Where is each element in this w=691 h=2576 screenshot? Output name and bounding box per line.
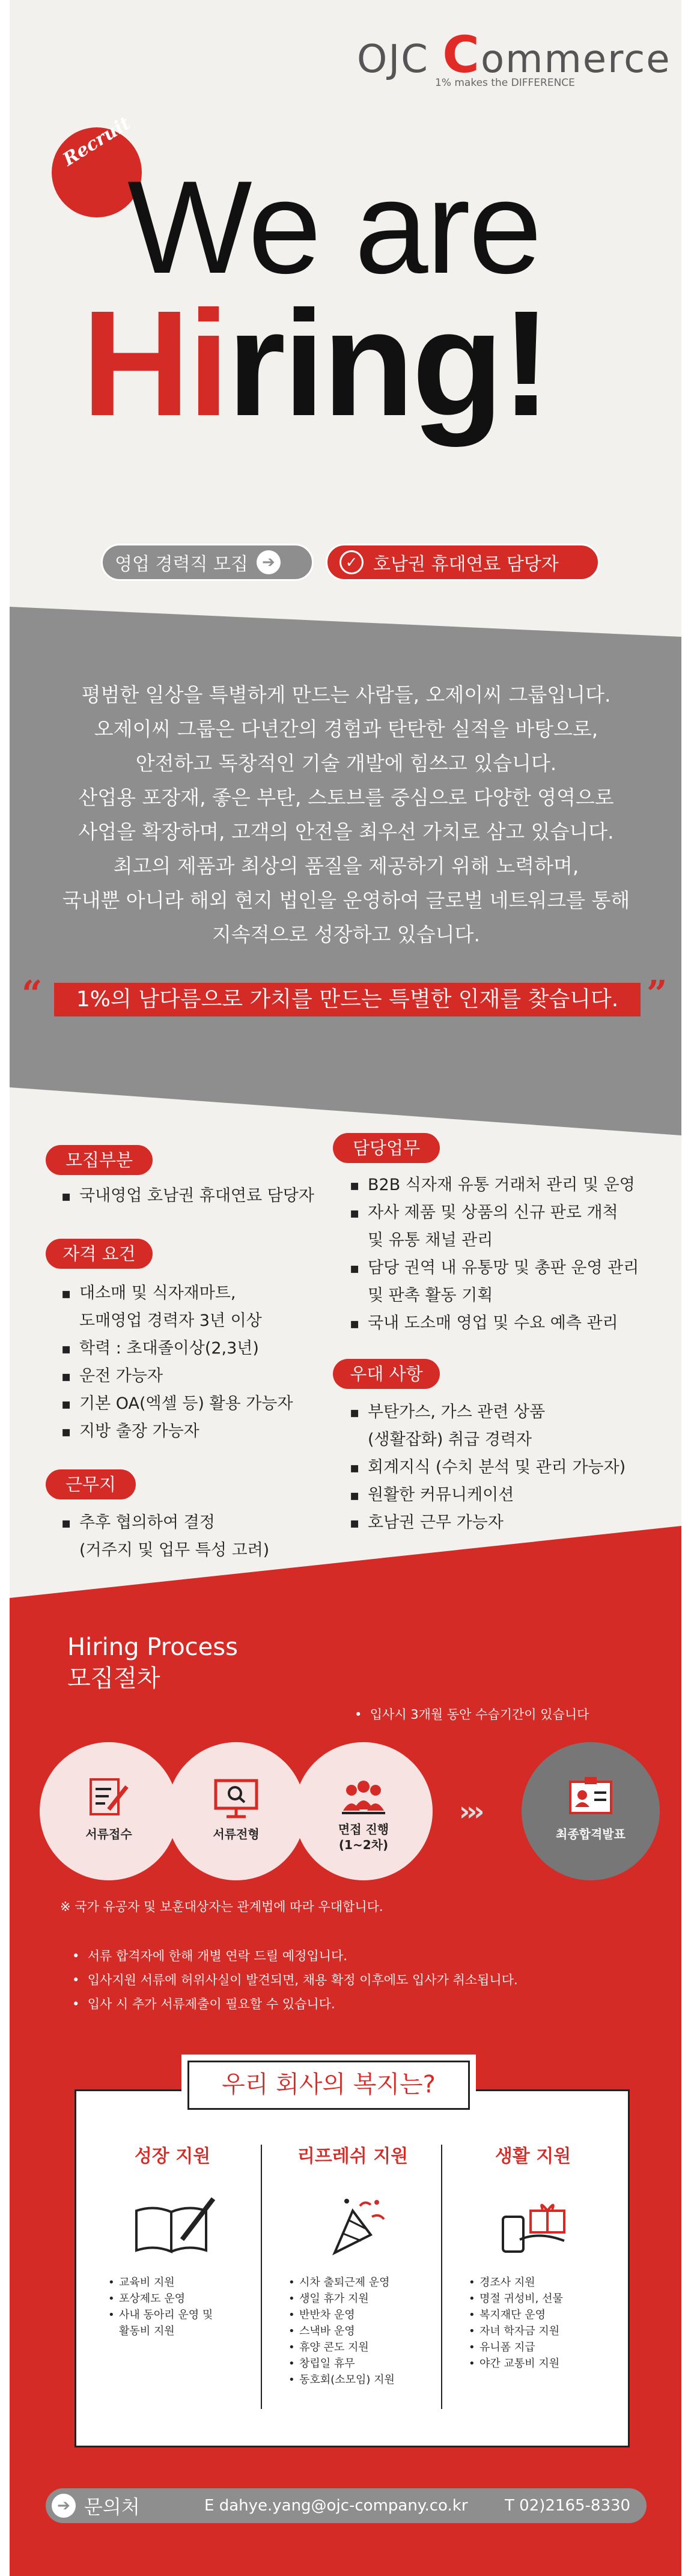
- process-arrows: ›››: [459, 1796, 481, 1827]
- process-stage-1: [40, 1742, 178, 1880]
- notebook-pen-icon: [124, 2193, 221, 2259]
- recruit-badge-text: Recruit: [59, 112, 135, 171]
- logo-prefix: OJC: [357, 37, 443, 82]
- list-item: (거주지 및 업무 특성 고려): [79, 1541, 270, 1560]
- hero-line-2-black: ring!: [227, 279, 549, 447]
- role-tag-label: 호남권 휴대연료 담당자: [373, 554, 559, 575]
- open-quote-icon: “: [22, 973, 43, 1015]
- preferred-label: 우대 사항: [333, 1359, 440, 1389]
- logo-rest: ommerce: [480, 37, 671, 82]
- contact-bar: [46, 2488, 647, 2523]
- stage-label: 서류전형: [213, 1827, 260, 1841]
- list-item: • 동호회(소모임) 지원: [288, 2372, 434, 2388]
- veteran-note: ※ 국가 유공자 및 보훈대상자는 관계법에 따라 우대합니다.: [60, 1900, 383, 1914]
- role-tag: [326, 544, 600, 581]
- intro-line: 오제이씨 그룹은 다년간의 경험과 탄탄한 실적을 바탕으로,: [94, 717, 598, 741]
- benefit-column-title: 리프레쉬 지원: [297, 2146, 409, 2167]
- process-note-text: 서류 합격자에 한해 개별 연락 드릴 예정입니다.: [87, 1949, 347, 1963]
- list-item: 및 유통 채널 관리: [368, 1231, 493, 1250]
- stage-label: 면접 진행 (1~2차): [338, 1822, 389, 1852]
- benefit-divider: [261, 2145, 262, 2409]
- process-note-3: • 입사 시 추가 서류제출이 필요할 수 있습니다.: [72, 1997, 335, 2011]
- list-item: ▪ 학력 : 초대졸이상(2,3년): [61, 1335, 293, 1362]
- list-item: ▪ 호남권 근무 가능자: [350, 1509, 626, 1537]
- list-item: • 휴양 콘도 지원: [288, 2339, 434, 2356]
- party-popper-icon: [305, 2193, 401, 2259]
- process-note-1: • 서류 합격자에 한해 개별 연락 드릴 예정입니다.: [72, 1949, 347, 1963]
- benefit-column-refresh: [272, 2145, 434, 2388]
- process-note-2: • 입사지원 서류에 허위사실이 발견되면, 채용 확정 이후에도 입사가 취소됩니다.: [72, 1973, 518, 1987]
- benefits-title: 우리 회사의 복지는?: [187, 2061, 470, 2110]
- list-item: • 창립일 휴무: [288, 2356, 434, 2372]
- position-tag: [101, 544, 314, 581]
- talent-quote-text: 1%의 남다름으로 가치를 만드는 특별한 인재를 찾습니다.: [54, 983, 641, 1016]
- id-card-icon: [567, 1773, 615, 1821]
- intro-line: 국내뿐 아니라 해외 현지 법인을 운영하여 글로벌 네트워크를 통해: [62, 889, 630, 912]
- benefit-list: [288, 2274, 434, 2388]
- process-title: [67, 1632, 238, 1694]
- benefit-column-title: 성장 지원: [134, 2146, 211, 2167]
- benefit-list: [108, 2274, 254, 2339]
- stage-label: 서류접수: [85, 1827, 132, 1841]
- list-item: ▪ 자사 제품 및 상품의 신규 판로 개척: [350, 1199, 639, 1227]
- company-logo: [357, 25, 671, 91]
- process-note-text: 입사지원 서류에 허위사실이 발견되면, 채용 확정 이후에도 입사가 취소됩니다.: [87, 1973, 518, 1987]
- list-item: • 스낵바 운영: [288, 2323, 434, 2339]
- list-item: • 시차 출퇴근제 운영: [288, 2274, 434, 2291]
- preferred-list: [350, 1399, 626, 1537]
- interview-people-icon: [339, 1773, 388, 1821]
- list-item: ▪ B2B 식자재 유통 거래처 관리 및 운영: [350, 1171, 639, 1199]
- contact-label: 문의처: [84, 2496, 140, 2518]
- list-item: ▪ 국내영업 호남권 휴대연료 담당자: [61, 1182, 314, 1210]
- list-item: ▪ 원활한 커뮤니케이션: [350, 1481, 626, 1509]
- logo-tagline: 1% makes the DIFFERENCE: [435, 77, 575, 89]
- process-stage-4: [522, 1742, 660, 1880]
- intro-line: 산업용 포장재, 좋은 부탄, 스토브를 중심으로 다양한 영역으로: [78, 786, 614, 809]
- list-item: • 생일 휴가 지원: [288, 2291, 434, 2307]
- hero-line-2-red: Hi: [82, 279, 227, 447]
- check-icon: ✓: [339, 550, 364, 574]
- benefit-divider: [441, 2145, 442, 2409]
- list-item: • 자녀 학자금 지원: [469, 2323, 614, 2339]
- list-item: • 사내 동아리 운영 및: [108, 2307, 254, 2323]
- benefit-column-growth: [91, 2145, 254, 2339]
- poster-paper: [10, 0, 681, 2576]
- requirements-label: 자격 요건: [46, 1239, 153, 1269]
- logo-wordmark: [357, 25, 671, 84]
- logo-c-letter: C: [442, 25, 481, 84]
- process-stage-3: [294, 1742, 433, 1880]
- list-item: • 경조사 지원: [469, 2274, 614, 2291]
- process-title-ko: 모집절차: [67, 1665, 160, 1692]
- intro-line: 안전하고 독창적인 기술 개발에 힘쓰고 있습니다.: [135, 752, 557, 775]
- list-item: ▪ 대소매 및 식자재마트,: [61, 1280, 293, 1307]
- process-title-en: Hiring Process: [67, 1633, 238, 1661]
- stage-label: 최종합격발표: [556, 1827, 626, 1841]
- probation-note: • 입사시 3개월 동안 수습기간이 있습니다: [355, 1707, 589, 1722]
- talent-quote: [22, 973, 671, 1021]
- monitor-search-icon: [212, 1773, 260, 1821]
- list-item: ▪ 담당 권역 내 유통망 및 총판 운영 관리: [350, 1254, 639, 1282]
- benefit-list: [469, 2274, 614, 2372]
- list-item: • 포상제도 운영: [108, 2291, 254, 2307]
- intro-line: 평범한 일상을 특별하게 만드는 사람들, 오제이씨 그룹입니다.: [81, 683, 611, 706]
- contact-phone[interactable]: T 02)2165-8330: [505, 2497, 631, 2515]
- list-item: ▪ 국내 도소매 영업 및 수요 예측 관리: [350, 1310, 639, 1337]
- list-item: 및 판촉 활동 기획: [368, 1286, 493, 1305]
- arrow-right-icon: ➔: [257, 550, 281, 574]
- duties-label: 담당업무: [333, 1133, 440, 1163]
- list-item: 활동비 지원: [119, 2325, 175, 2338]
- duties-list: [350, 1171, 639, 1337]
- list-item: ▪ 운전 가능자: [61, 1362, 293, 1390]
- position-tag-label: 영업 경력직 모집: [115, 554, 248, 575]
- hero-line-1: We are: [127, 153, 541, 301]
- document-pen-icon: [85, 1773, 133, 1821]
- close-quote-icon: ”: [647, 973, 668, 1015]
- gift-phone-icon: [485, 2193, 581, 2259]
- department-label: 모집부분: [46, 1145, 153, 1175]
- process-stage-2: [167, 1742, 305, 1880]
- list-item: • 반반차 운영: [288, 2307, 434, 2323]
- list-item: ▪ 회계지식 (수치 분석 및 관리 가능자): [350, 1454, 626, 1481]
- list-item: ▪ 지방 출장 가능자: [61, 1418, 293, 1445]
- benefit-column-life: [452, 2145, 614, 2372]
- company-intro: [34, 678, 659, 952]
- list-item: (생활잡화) 취급 경력자: [368, 1430, 532, 1449]
- requirements-list: [61, 1280, 293, 1445]
- list-item: ▪ 부탄가스, 가스 관련 상품: [350, 1399, 626, 1426]
- intro-line: 최고의 제품과 최상의 품질을 제공하기 위해 노력하며,: [113, 854, 579, 878]
- arrow-right-icon: ➔: [52, 2494, 76, 2518]
- department-list: [61, 1182, 314, 1210]
- intro-line: 지속적으로 성장하고 있습니다.: [212, 923, 480, 946]
- hero-line-2: [82, 279, 549, 447]
- location-label: 근무지: [46, 1469, 136, 1499]
- intro-line: 사업을 확장하며, 고객의 안전을 최우선 가치로 삼고 있습니다.: [78, 820, 614, 843]
- list-item: • 야간 교통비 지원: [469, 2356, 614, 2372]
- contact-email[interactable]: E dahye.yang@ojc-company.co.kr: [204, 2497, 468, 2515]
- probation-note-text: 입사시 3개월 동안 수습기간이 있습니다: [370, 1707, 589, 1722]
- list-item: • 유니폼 지급: [469, 2339, 614, 2356]
- list-item: 도매영업 경력자 3년 이상: [79, 1311, 262, 1330]
- list-item: • 명절 귀성비, 선물: [469, 2291, 614, 2307]
- benefit-column-title: 생활 지원: [495, 2146, 571, 2167]
- list-item: • 복지재단 운영: [469, 2307, 614, 2323]
- list-item: ▪ 추후 협의하여 결정: [61, 1509, 269, 1537]
- list-item: • 교육비 지원: [108, 2274, 254, 2291]
- list-item: ▪ 기본 OA(엑셀 등) 활용 가능자: [61, 1390, 293, 1418]
- process-note-text: 입사 시 추가 서류제출이 필요할 수 있습니다.: [87, 1997, 335, 2011]
